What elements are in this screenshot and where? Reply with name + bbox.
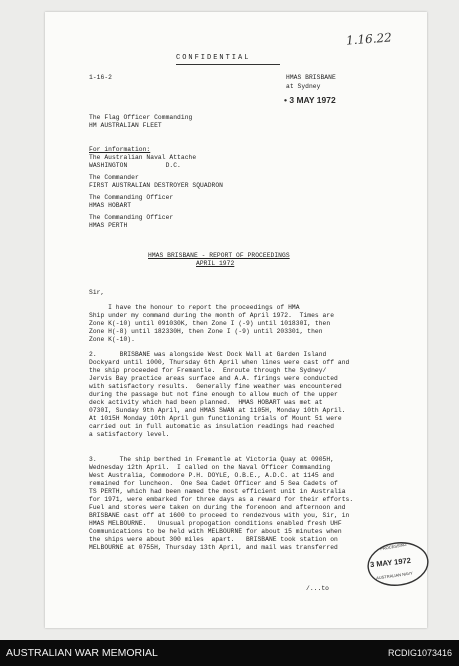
paragraph-line: a satisfactory level. — [89, 431, 170, 438]
file-reference: 1-16-2 — [89, 74, 112, 81]
paragraph-line: Jervis Bay practice areas surface and A.A. firings were conducted — [89, 375, 338, 382]
paragraph-line: HMAS MELBOURNE. Unusual propogation conditions enabled fresh UHF — [89, 520, 342, 527]
addressee-line-2: HM AUSTRALIAN FLEET — [89, 122, 162, 129]
info-recipient-3-line-1: The Commanding Officer — [89, 194, 174, 201]
paragraph-line: Dockyard until 1000, Thursday 6th April when lines were cast off and — [89, 359, 350, 366]
info-recipient-4-line-2: HMAS PERTH — [89, 222, 128, 229]
stamp-date: 3 MAY 1972 — [369, 555, 412, 570]
paragraph-line: with satisfactory results. Generally fine weather was encountered — [89, 383, 342, 390]
stamp-top-text: PROCESSING — [379, 541, 407, 552]
stamp-bottom-text: AUSTRALIAN NAVY — [375, 570, 413, 581]
paragraph-line: the ships were about 300 miles apart. BRISBANE took station on — [89, 536, 338, 543]
info-recipient-1-line-2: WASHINGTON D.C. — [89, 162, 181, 169]
classification-underline — [176, 64, 280, 65]
report-subtitle: APRIL 1972 — [196, 260, 235, 267]
paragraph-line: carried out in full automatic as insulation readings had reached — [89, 423, 335, 430]
classification-label: CONFIDENTIAL — [176, 54, 251, 62]
handwritten-file-number: 1.16.22 — [345, 30, 393, 48]
date-stamp — [284, 95, 336, 105]
continuation-marker: /...to — [306, 585, 329, 592]
paragraph-line: Zone K(-10). — [89, 336, 135, 343]
paragraph-line: Zone H(-8) until 182330H, then Zone I (-9) until 203301, then — [89, 328, 323, 335]
info-recipient-2-line-2: FIRST AUSTRALIAN DESTROYER SQUADRON — [89, 182, 224, 189]
paragraph-line: Fuel and stores were taken on during the forenoon and afternoon and — [89, 504, 346, 511]
info-recipient-1-line-1: The Australian Naval Attache — [89, 154, 197, 161]
paragraph-line: 3. The ship berthed in Fremantle at Victoria Quay at 0905H, — [89, 456, 335, 463]
paragraph-line: Communications to be held with MELBOURNE for about 15 minutes when — [89, 528, 342, 535]
paragraph-line: 0730I, Sunday 9th April, and HMAS SWAN at 1105H, Monday 10th April. — [89, 407, 346, 414]
paragraph-line: I have the honour to report the proceedings of HMA — [89, 304, 300, 311]
from-ship: HMAS BRISBANE — [286, 74, 336, 81]
record-id: RCDIG1073416 — [387, 648, 452, 658]
salutation: Sir, — [89, 289, 105, 296]
paragraph-line: Ship under my command during the month of April 1972. Times are — [89, 312, 335, 319]
archive-footer — [0, 640, 459, 666]
addressee-line-1: The Flag Officer Commanding — [89, 114, 193, 121]
info-recipient-4-line-1: The Commanding Officer — [89, 214, 174, 221]
paragraph-line: TS PERTH, which had been named the most efficient unit in Australia — [89, 488, 346, 495]
paragraph-line: West Australia, Commodore P.H. DOYLE, O.B.E., A.D.C. at 1145 and — [89, 472, 335, 479]
info-recipient-3-line-2: HMAS HOBART — [89, 202, 132, 209]
report-title: HMAS BRISBANE - REPORT OF PROCEEDINGS — [148, 252, 290, 259]
paragraph-line: during the passage but not fine enough to allow much of the upper — [89, 391, 338, 398]
paragraph-line: the ship proceeded for Fremantle. Enroute through the Sydney/ — [89, 367, 327, 374]
location: at Sydney — [286, 83, 321, 90]
paragraph-line: Zone K(-10) until 091030K, then Zone I (-9) until 101830I, then — [89, 320, 331, 327]
received-stamp — [366, 540, 430, 588]
date-tick: • — [284, 95, 287, 105]
info-label: For information: — [89, 146, 151, 153]
archive-name: AUSTRALIAN WAR MEMORIAL — [6, 647, 158, 659]
document-date: 3 MAY 1972 — [289, 95, 336, 105]
paragraph-line: deck activity which had been planned. HMAS HOBART was met at — [89, 399, 323, 406]
paragraph-line: MELBOURNE at 0755H, Thursday 13th April, and mail was transferred — [89, 544, 338, 551]
paragraph-line: Wednesday 12th April. I called on the Naval Officer Commanding — [89, 464, 331, 471]
paragraph-line: BRISBANE cast off at 1600 to proceed to rendezvous with you, Sir, in — [89, 512, 350, 519]
info-recipient-2-line-1: The Commander — [89, 174, 139, 181]
paragraph-line: At 1015H Monday 10th April gun functioning trials of Mount 51 were — [89, 415, 342, 422]
paragraph-line: 2. BRISBANE was alongside West Dock Wall at Garden Island — [89, 351, 327, 358]
paragraph-line: for 1971, were embarked for three days as a reward for their efforts. — [89, 496, 354, 503]
paragraph-line: remained for luncheon. One Sea Cadet Officer and 5 Sea Cadets of — [89, 480, 338, 487]
